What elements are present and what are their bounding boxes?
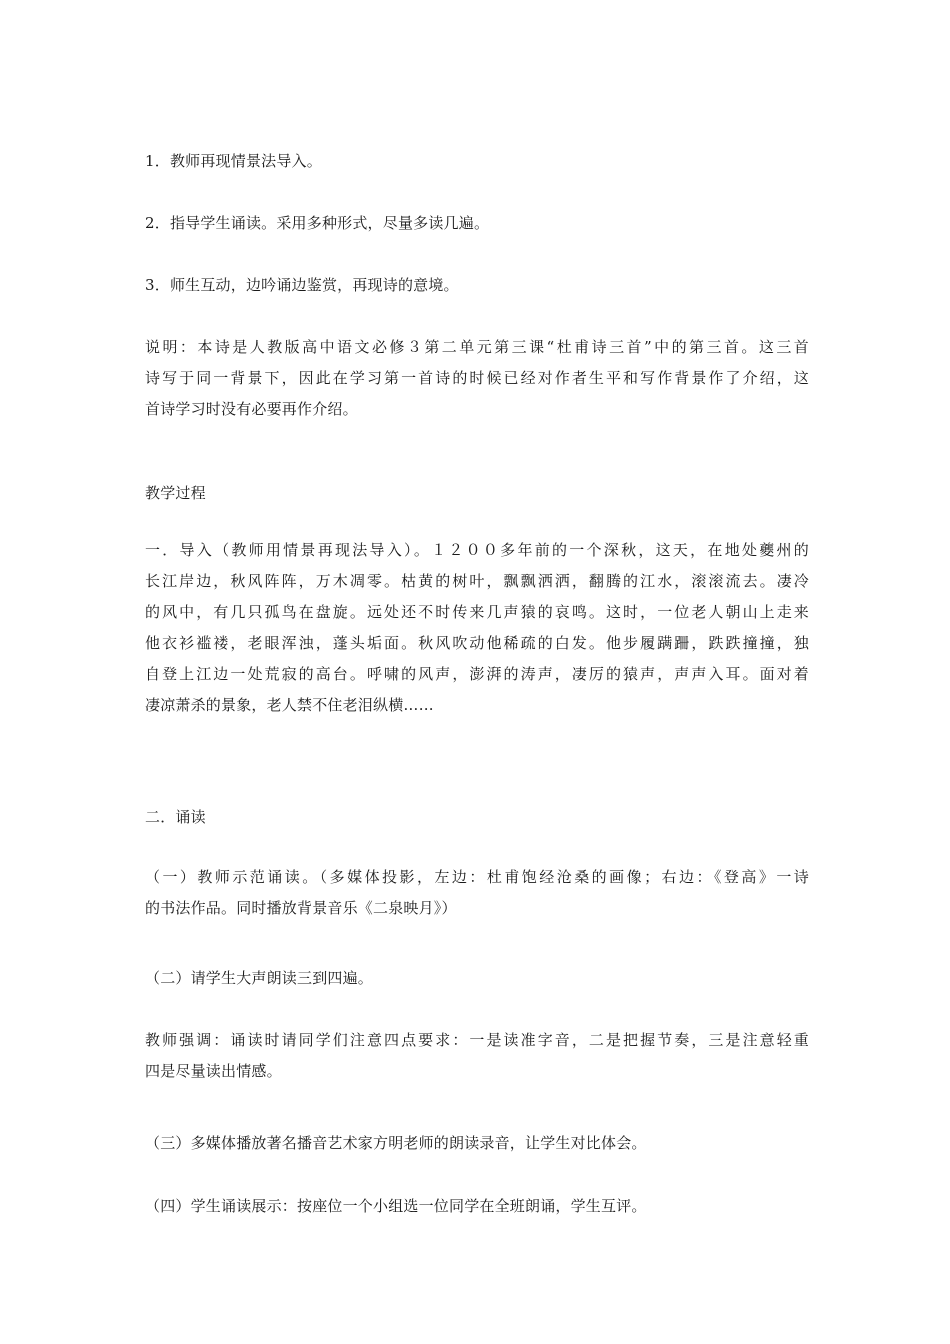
reading-heading [145,802,809,833]
reading-step-1-line: （一）教师示范诵读。（多媒体投影，左边：杜甫饱经沧桑的画像；右边：《登高》一诗 [145,868,809,886]
note-line: 首诗学习时没有必要再作介绍。 [145,400,358,418]
step-1-text: 1．教师再现情景法导入。 [145,152,322,170]
section-heading [145,478,809,509]
reading-step-4-text: （四）学生诵读展示：按座位一个小组选一位同学在全班朗诵，学生互评。 [145,1197,647,1215]
reading-heading-text: 二．诵读 [145,808,206,826]
reading-step-1 [145,862,809,924]
step-3-text: 3．师生互动，边吟诵边鉴赏，再现诗的意境。 [145,276,459,294]
teacher-emphasis [145,1025,809,1087]
intro-line: 他衣衫褴褛，老眼浑浊，蓬头垢面。秋风吹动他稀疏的白发。他步履蹒跚，跌跌撞撞，独 [145,634,809,652]
intro-line: 自登上江边一处荒寂的高台。呼啸的风声，澎湃的涛声，凄厉的猿声，声声入耳。面对着 [145,665,809,683]
intro-paragraph [145,535,809,721]
reading-step-2 [145,963,809,994]
reading-step-2-text: （二）请学生大声朗读三到四遍。 [145,969,374,987]
reading-step-3 [145,1128,809,1159]
intro-line: 一．导入（教师用情景再现法导入）。１２００多年前的一个深秋，这天，在地处夔州的 [145,541,809,559]
section-heading-text: 教学过程 [145,484,206,502]
step-3 [145,270,809,301]
intro-line: 的风中，有几只孤鸟在盘旋。远处还不时传来几声猿的哀鸣。这时，一位老人朝山上走来 [145,603,809,621]
note-paragraph [145,332,809,425]
step-2-text: 2．指导学生诵读。采用多种形式，尽量多读几遍。 [145,214,490,232]
teacher-emphasis-line: 四是尽量读出情感。 [145,1062,282,1080]
reading-step-4 [145,1191,809,1222]
step-2 [145,208,809,239]
step-1 [145,146,809,177]
reading-step-1-line: 的书法作品。同时播放背景音乐《二泉映月》） [145,899,457,917]
note-line: 诗写于同一背景下，因此在学习第一首诗的时候已经对作者生平和写作背景作了介绍，这 [145,369,809,387]
intro-line: 凄凉萧杀的景象，老人禁不住老泪纵横…… [145,696,434,714]
note-line: 说明：本诗是人教版高中语文必修３第二单元第三课“杜甫诗三首”中的第三首。这三首 [145,338,809,356]
reading-step-3-text: （三）多媒体播放著名播音艺术家方明老师的朗读录音，让学生对比体会。 [145,1134,647,1152]
teacher-emphasis-line: 教师强调：诵读时请同学们注意四点要求：一是读准字音，二是把握节奏，三是注意轻重 [145,1031,809,1049]
intro-line: 长江岸边，秋风阵阵，万木凋零。枯黄的树叶，飘飘洒洒，翻腾的江水，滚滚流去。凄冷 [145,572,809,590]
